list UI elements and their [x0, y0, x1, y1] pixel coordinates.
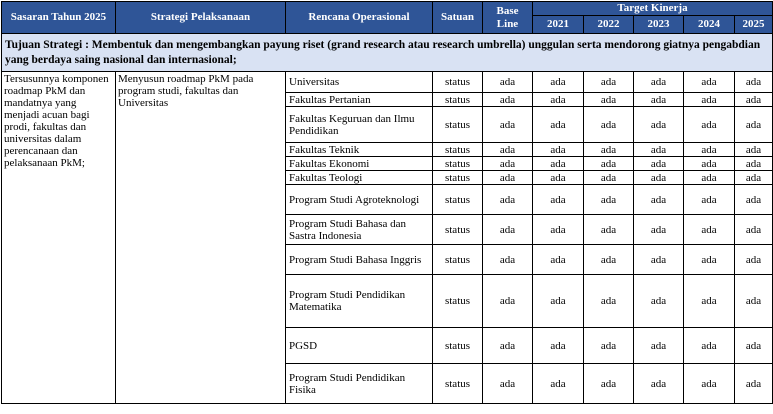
target-cell: ada [735, 245, 773, 275]
target-cell: ada [533, 185, 584, 215]
target-cell: ada [634, 328, 684, 364]
target-cell: ada [584, 215, 634, 245]
rencana-cell: Program Studi Bahasa dan Sastra Indonesia [286, 215, 433, 245]
baseline-cell: ada [483, 171, 533, 185]
target-cell: ada [735, 143, 773, 157]
header-strategi: Strategi Pelaksanaan [116, 2, 286, 34]
header-sasaran: Sasaran Tahun 2025 [2, 2, 116, 34]
header-year: 2022 [584, 16, 634, 34]
header-year: 2025 [735, 16, 773, 34]
baseline-cell: ada [483, 143, 533, 157]
target-cell: ada [533, 364, 584, 404]
target-cell: ada [735, 364, 773, 404]
satuan-cell: status [433, 143, 483, 157]
rencana-cell: Program Studi Pendidikan Matematika [286, 275, 433, 328]
rencana-cell: Fakultas Teologi [286, 171, 433, 185]
target-cell: ada [634, 185, 684, 215]
target-cell: ada [533, 93, 584, 107]
strategi-cell: Menyusun roadmap PkM pada program studi, fakultas dan Universitas [116, 72, 286, 404]
sasaran-cell: Tersusunnya komponen roadmap PkM dan mandatnya yang menjadi acuan bagi prodi, fakultas dan universitas dalam perencanaan dan pelaksanaan PkM; [2, 72, 116, 404]
target-cell: ada [584, 143, 634, 157]
target-cell: ada [584, 171, 634, 185]
header-year: 2021 [533, 16, 584, 34]
satuan-cell: status [433, 93, 483, 107]
target-cell: ada [634, 93, 684, 107]
target-cell: ada [634, 171, 684, 185]
target-cell: ada [533, 107, 584, 143]
target-cell: ada [584, 93, 634, 107]
target-cell: ada [584, 107, 634, 143]
target-cell: ada [684, 364, 735, 404]
baseline-cell: ada [483, 328, 533, 364]
target-cell: ada [634, 215, 684, 245]
kinerja-table [1, 1, 773, 404]
rencana-cell: Universitas [286, 72, 433, 93]
target-cell: ada [735, 171, 773, 185]
table-row [2, 72, 773, 93]
satuan-cell: status [433, 171, 483, 185]
target-cell: ada [533, 72, 584, 93]
baseline-cell: ada [483, 107, 533, 143]
tujuan-strategi: Tujuan Strategi : Membentuk dan mengembangkan payung riset (grand research atau research umbrella) unggulan serta mendorong giatnya pengabdian yang berdaya saing nasional dan internasional; [2, 34, 773, 72]
target-cell: ada [584, 275, 634, 328]
rencana-cell: Fakultas Pertanian [286, 93, 433, 107]
target-cell: ada [684, 171, 735, 185]
baseline-cell: ada [483, 93, 533, 107]
target-cell: ada [533, 143, 584, 157]
satuan-cell: status [433, 364, 483, 404]
baseline-cell: ada [483, 245, 533, 275]
header-target-kinerja: Target Kinerja [533, 2, 773, 16]
target-cell: ada [735, 107, 773, 143]
target-cell: ada [684, 93, 735, 107]
target-cell: ada [735, 275, 773, 328]
target-cell: ada [584, 245, 634, 275]
target-cell: ada [735, 93, 773, 107]
rencana-cell: Fakultas Keguruan dan Ilmu Pendidikan [286, 107, 433, 143]
target-cell: ada [735, 215, 773, 245]
satuan-cell: status [433, 72, 483, 93]
target-cell: ada [533, 171, 584, 185]
target-cell: ada [634, 245, 684, 275]
target-cell: ada [634, 275, 684, 328]
target-cell: ada [684, 185, 735, 215]
target-cell: ada [735, 157, 773, 171]
target-cell: ada [735, 185, 773, 215]
rencana-cell: Fakultas Teknik [286, 143, 433, 157]
target-cell: ada [533, 328, 584, 364]
satuan-cell: status [433, 157, 483, 171]
target-cell: ada [684, 215, 735, 245]
rencana-cell: Program Studi Agroteknologi [286, 185, 433, 215]
baseline-cell: ada [483, 275, 533, 328]
target-cell: ada [684, 328, 735, 364]
baseline-cell: ada [483, 185, 533, 215]
target-cell: ada [684, 157, 735, 171]
target-cell: ada [684, 275, 735, 328]
header-rencana: Rencana Operasional [286, 2, 433, 34]
target-cell: ada [533, 215, 584, 245]
header-baseline: Base Line [483, 2, 533, 34]
target-cell: ada [735, 328, 773, 364]
baseline-cell: ada [483, 215, 533, 245]
header-year: 2023 [634, 16, 684, 34]
header-satuan: Satuan [433, 2, 483, 34]
target-cell: ada [634, 143, 684, 157]
target-cell: ada [684, 143, 735, 157]
target-cell: ada [634, 72, 684, 93]
target-cell: ada [684, 107, 735, 143]
rencana-cell: Fakultas Ekonomi [286, 157, 433, 171]
rencana-cell: PGSD [286, 328, 433, 364]
target-cell: ada [584, 72, 634, 93]
target-cell: ada [584, 185, 634, 215]
rencana-cell: Program Studi Bahasa Inggris [286, 245, 433, 275]
satuan-cell: status [433, 107, 483, 143]
baseline-cell: ada [483, 364, 533, 404]
satuan-cell: status [433, 215, 483, 245]
rencana-cell: Program Studi Pendidikan Fisika [286, 364, 433, 404]
target-cell: ada [584, 364, 634, 404]
baseline-cell: ada [483, 157, 533, 171]
baseline-cell: ada [483, 72, 533, 93]
target-cell: ada [684, 72, 735, 93]
target-cell: ada [684, 245, 735, 275]
satuan-cell: status [433, 245, 483, 275]
target-cell: ada [584, 328, 634, 364]
satuan-cell: status [433, 275, 483, 328]
target-cell: ada [533, 245, 584, 275]
target-cell: ada [584, 157, 634, 171]
header-year: 2024 [684, 16, 735, 34]
target-cell: ada [634, 107, 684, 143]
target-cell: ada [634, 364, 684, 404]
target-cell: ada [634, 157, 684, 171]
target-cell: ada [735, 72, 773, 93]
target-cell: ada [533, 157, 584, 171]
target-cell: ada [533, 275, 584, 328]
satuan-cell: status [433, 185, 483, 215]
satuan-cell: status [433, 328, 483, 364]
